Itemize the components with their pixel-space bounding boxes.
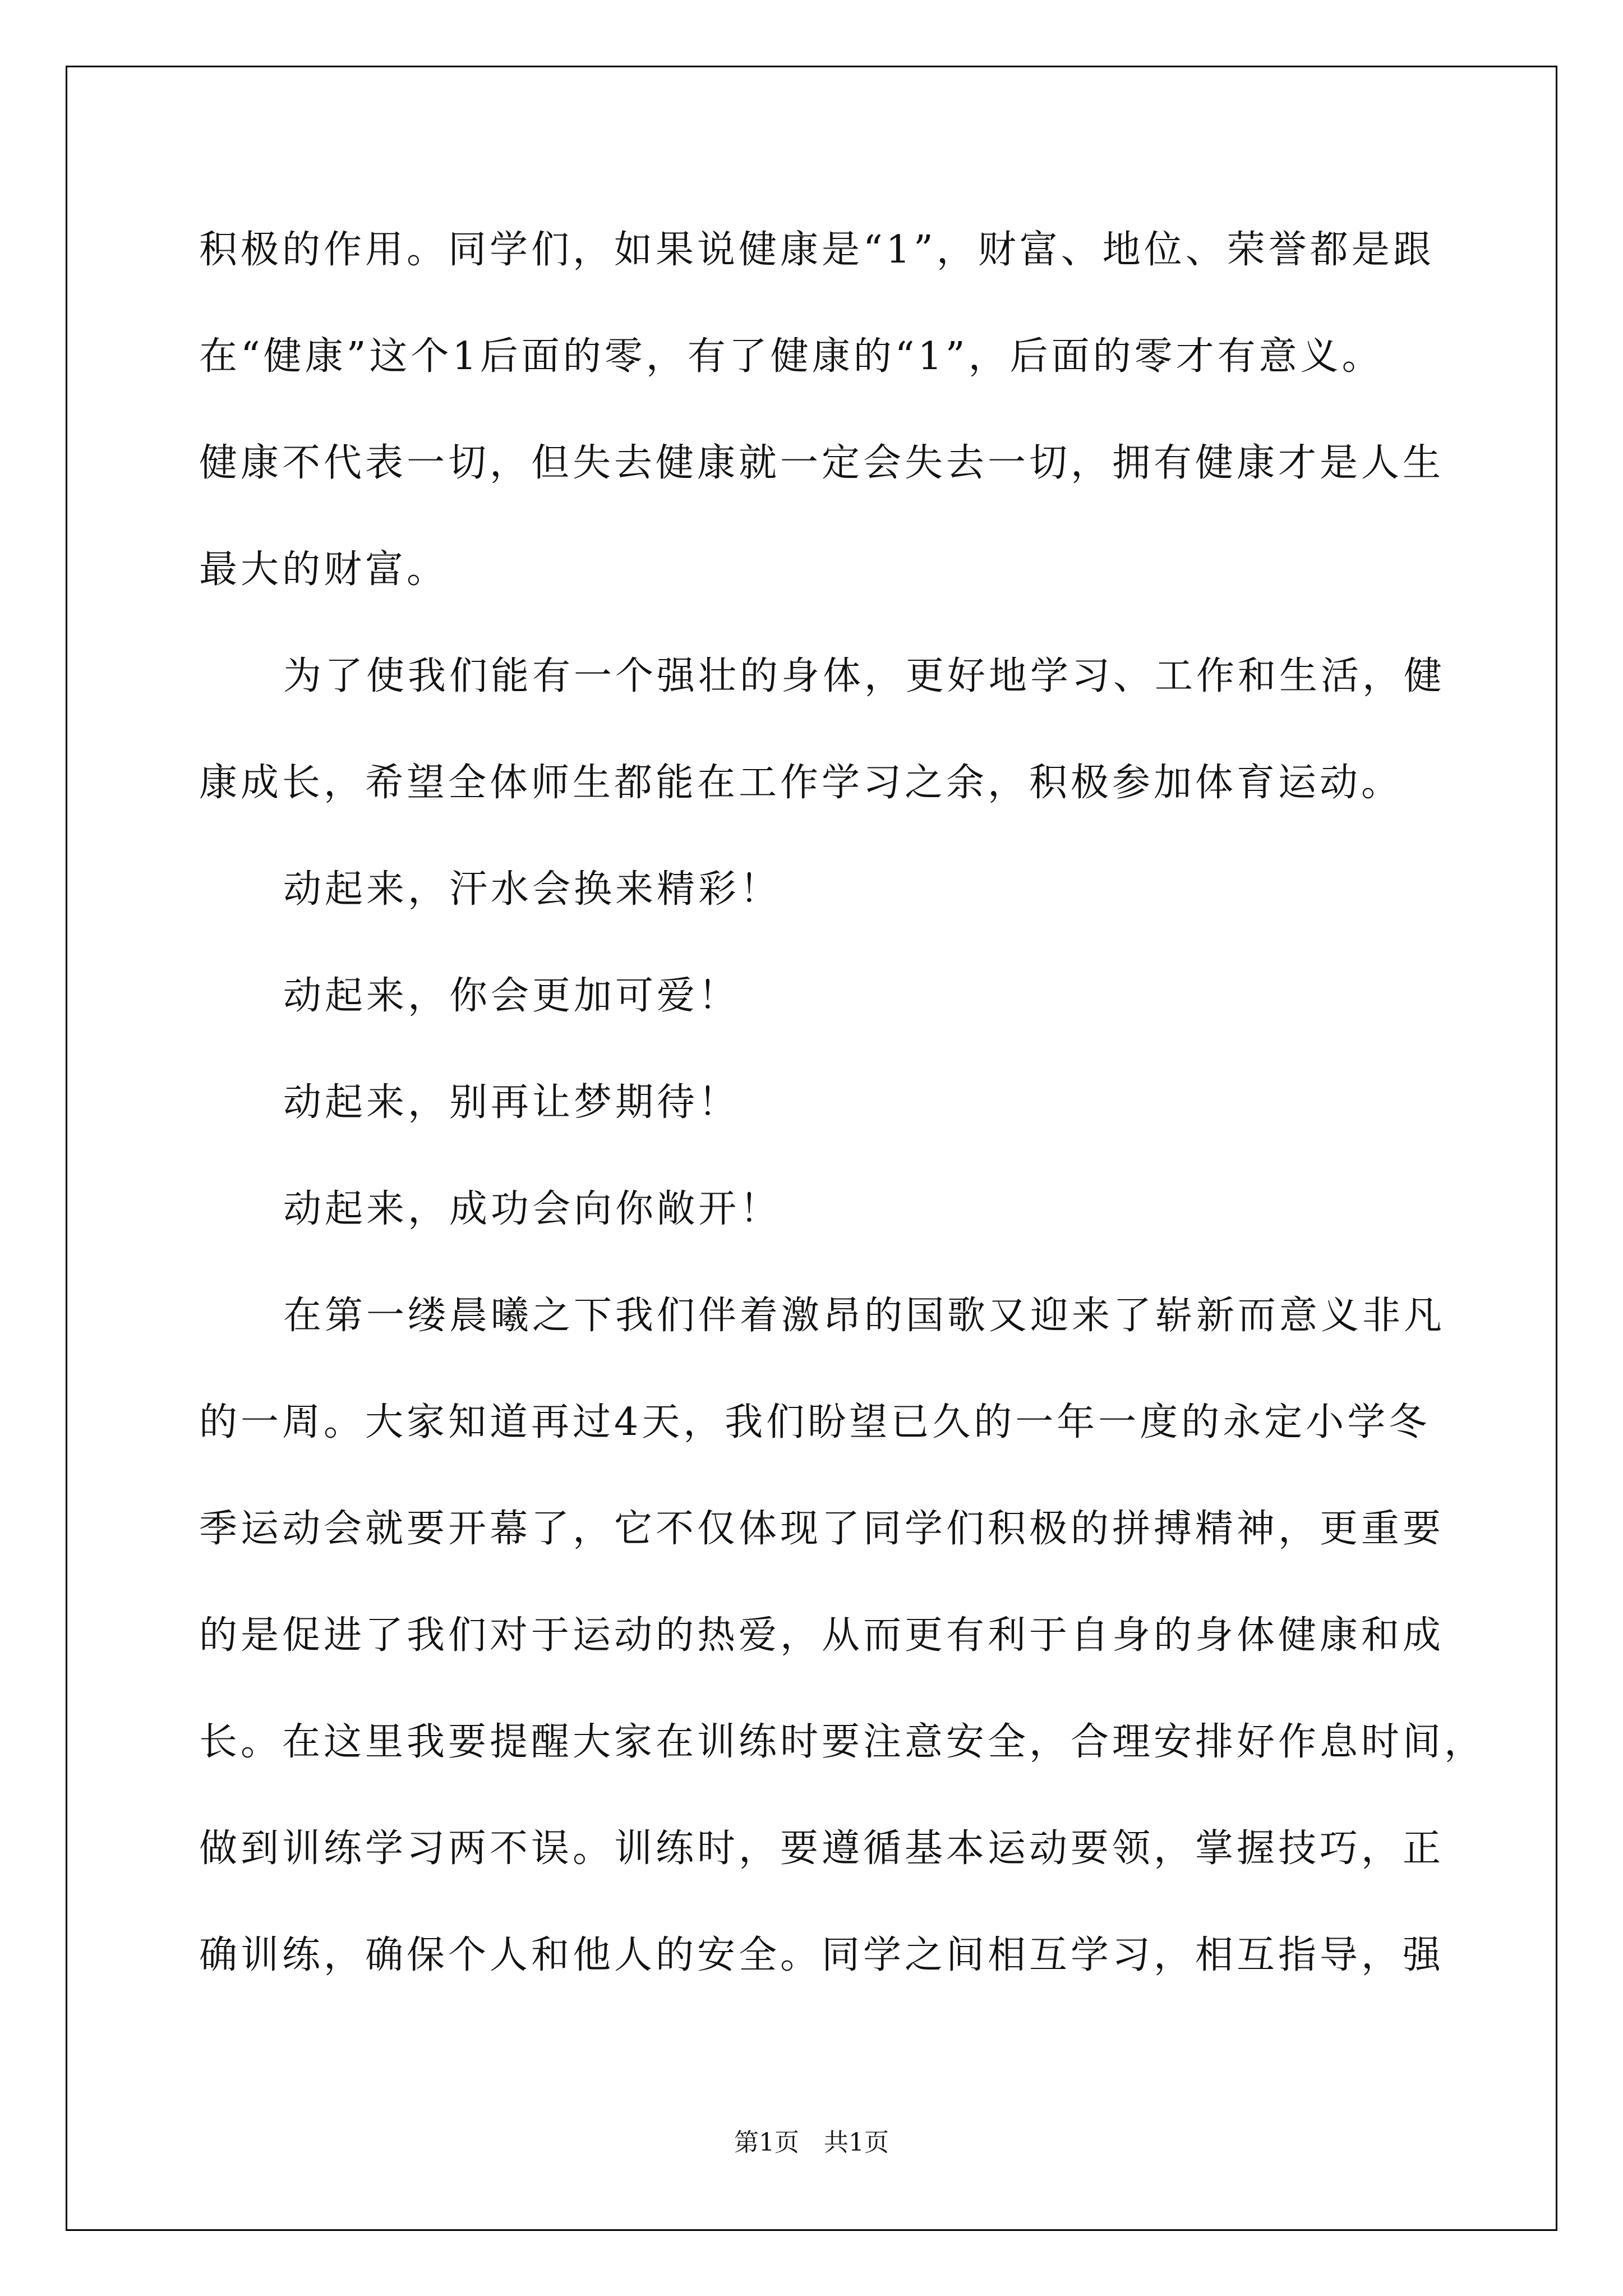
slogan-line-4: 动起来，成功会向你敞开！ — [283, 1187, 782, 1231]
body-line-6: 康成长，希望全体师生都能在工作学习之余，积极参加体育运动。 — [199, 761, 1403, 805]
body-line-17: 确训练，确保个人和他人的安全。同学之间相互学习，相互指导，强 — [199, 1933, 1445, 1977]
slogan-line-2: 动起来，你会更加可爱！ — [283, 974, 740, 1018]
body-line-15: 长。在这里我要提醒大家在训练时要注意安全，合理安排好作息时间， — [199, 1720, 1486, 1764]
body-line-2: 在“健康”这个1后面的零，有了健康的“1”，后面的零才有意义。 — [199, 334, 1384, 379]
paragraph-start-line-11: 在第一缕晨曦之下我们伴着激昂的国歌又迎来了崭新而意义非凡 — [283, 1294, 1446, 1338]
body-line-16: 做到训练学习两不误。训练时，要遵循基本运动要领，掌握技巧，正 — [199, 1826, 1445, 1871]
body-line-13: 季运动会就要开幕了，它不仅体现了同学们积极的拼搏精神，更重要 — [199, 1507, 1445, 1551]
body-line-14: 的是促进了我们对于运动的热爱，从而更有利于自身的身体健康和成 — [199, 1613, 1445, 1658]
page-footer: 第1页 共1页 — [734, 2128, 889, 2157]
paragraph-start-line-5: 为了使我们能有一个强壮的身体，更好地学习、工作和生活，健 — [283, 654, 1446, 698]
slogan-line-3: 动起来，别再让梦期待！ — [283, 1080, 740, 1125]
page-border — [66, 66, 1557, 2231]
body-line-3: 健康不代表一切，但失去健康就一定会失去一切，拥有健康才是人生 — [199, 441, 1445, 485]
body-line-4: 最大的财富。 — [199, 547, 449, 592]
body-line-12: 的一周。大家知道再过4天，我们盼望已久的一年一度的永定小学冬 — [199, 1400, 1431, 1444]
slogan-line-1: 动起来，汗水会换来精彩！ — [283, 867, 782, 912]
body-line-1: 积极的作用。同学们，如果说健康是“1”，财富、地位、荣誉都是跟 — [199, 228, 1435, 272]
